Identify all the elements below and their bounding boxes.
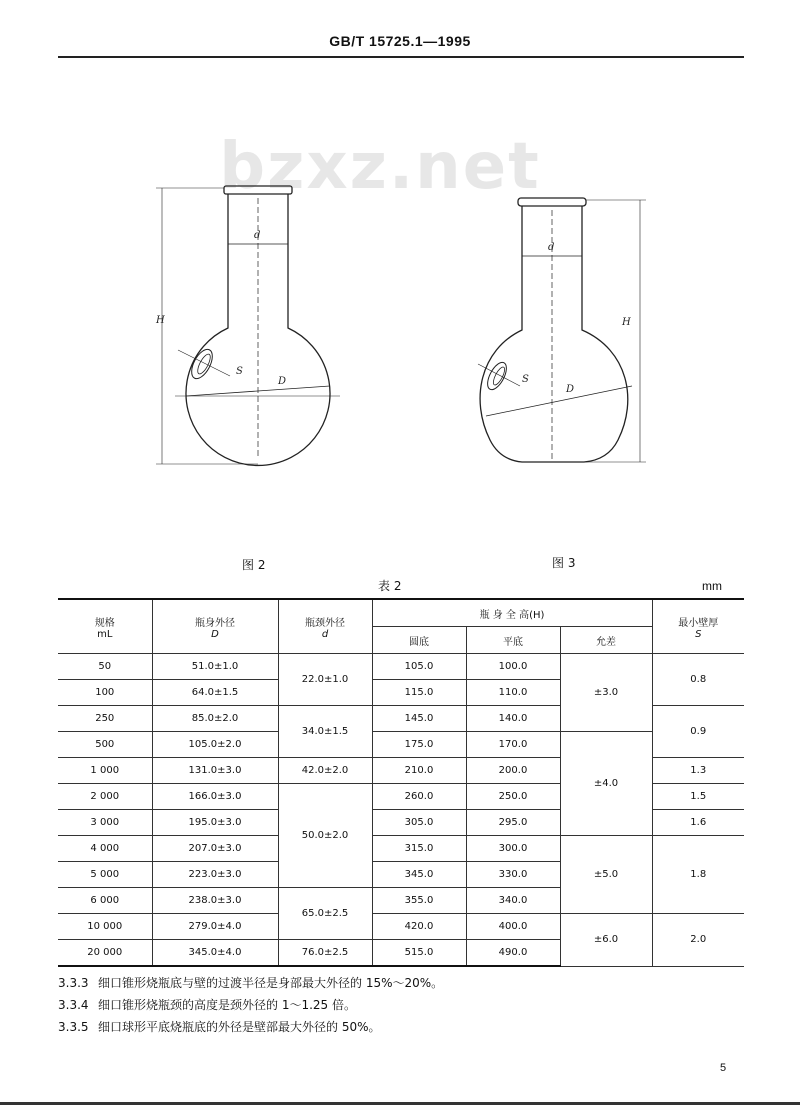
table-header-row <box>58 599 744 627</box>
dim-d-label: d <box>254 230 261 241</box>
table-row: 20 000 345.0±4.0 76.0±2.5 515.0 490.0 <box>58 940 744 967</box>
wall-group: 1.5 <box>652 784 744 810</box>
col-header-spec: 规格 mL <box>58 599 152 654</box>
figure-3-label: 图 3 <box>552 556 576 570</box>
table-row: 50 51.0±1.0 22.0±1.0 105.0 100.0 ±3.0 0.8 <box>58 654 744 680</box>
col-header-flat: 平底 <box>466 627 560 654</box>
dim-d-body-label: D <box>566 384 575 395</box>
col-header-neck-od: 瓶颈外径 d <box>278 599 372 654</box>
neck-group: 76.0±2.5 <box>278 940 372 967</box>
dim-h-label: H <box>622 317 631 328</box>
figure-2-label: 图 2 <box>242 558 266 572</box>
col-header-body-od: 瓶身外径 D <box>152 599 278 654</box>
tol-group: ±5.0 <box>560 836 652 914</box>
flask-lip <box>518 198 586 206</box>
neck-group: 42.0±2.0 <box>278 758 372 784</box>
table-row: 6 000 238.0±3.0 65.0±2.5 355.0 340.0 <box>58 888 744 914</box>
dim-s-label: S <box>522 374 529 385</box>
col-header-tol: 允差 <box>560 627 652 654</box>
header-rule <box>58 56 744 58</box>
dim-h-label: H <box>156 315 165 326</box>
col-header-round: 圆底 <box>372 627 466 654</box>
neck-group: 50.0±2.0 <box>278 784 372 888</box>
table-row: 5 000 223.0±3.0 345.0 330.0 <box>58 862 744 888</box>
wall-group: 2.0 <box>652 914 744 967</box>
dim-s-label: S <box>236 366 243 377</box>
col-header-height: 瓶 身 全 高(H) <box>372 599 652 627</box>
flask-spec-table <box>58 598 744 967</box>
standard-code: GB/T 15725.1—1995 <box>329 33 471 49</box>
table-row: 1 000 131.0±3.0 42.0±2.0 210.0 200.0 1.3 <box>58 758 744 784</box>
table-row: 100 64.0±1.5 115.0 110.0 <box>58 680 744 706</box>
dim-d-body-label: D <box>278 376 287 387</box>
col-header-wall: 最小壁厚 S <box>652 599 744 654</box>
wall-group: 0.9 <box>652 706 744 758</box>
page-number: 5 <box>720 1062 727 1074</box>
table-caption: 表 2 <box>378 579 402 593</box>
table-row: 2 000 166.0±3.0 50.0±2.0 260.0 250.0 1.5 <box>58 784 744 810</box>
round-bottom-flask-figure <box>150 178 350 478</box>
tol-group: ±3.0 <box>560 654 652 732</box>
table-row: 4 000 207.0±3.0 315.0 300.0 ±5.0 1.8 <box>58 836 744 862</box>
notes-section <box>58 972 758 1038</box>
tol-group: ±6.0 <box>560 914 652 967</box>
note-item: 3.3.4 细口锥形烧瓶颈的高度是颈外径的 1～1.25 倍。 <box>58 998 356 1012</box>
note-item: 3.3.3 细口锥形烧瓶底与壁的过渡半径是身部最大外径的 15%～20%。 <box>58 976 444 990</box>
tol-group: ±4.0 <box>560 732 652 836</box>
flask-lip <box>224 186 292 194</box>
note-item: 3.3.5 细口球形平底烧瓶底的外径是壁部最大外径的 50%。 <box>58 1020 381 1034</box>
wall-group: 1.8 <box>652 836 744 914</box>
neck-group: 65.0±2.5 <box>278 888 372 940</box>
neck-group: 34.0±1.5 <box>278 706 372 758</box>
watermark: bzxz.net <box>219 130 541 204</box>
table-row: 10 000 279.0±4.0 420.0 400.0 ±6.0 2.0 <box>58 914 744 940</box>
bottom-rule <box>0 1102 800 1105</box>
table-unit: mm <box>702 579 722 593</box>
flat-bottom-flask-figure <box>460 190 660 470</box>
wall-group: 1.3 <box>652 758 744 784</box>
body-diameter-line <box>486 386 632 416</box>
table-row: 500 105.0±2.0 175.0 170.0 ±4.0 <box>58 732 744 758</box>
wall-group: 1.6 <box>652 810 744 836</box>
table-row: 3 000 195.0±3.0 305.0 295.0 1.6 <box>58 810 744 836</box>
wall-group: 0.8 <box>652 654 744 706</box>
neck-group: 22.0±1.0 <box>278 654 372 706</box>
table-row: 250 85.0±2.0 34.0±1.5 145.0 140.0 0.9 <box>58 706 744 732</box>
dim-d-label: d <box>548 242 555 253</box>
